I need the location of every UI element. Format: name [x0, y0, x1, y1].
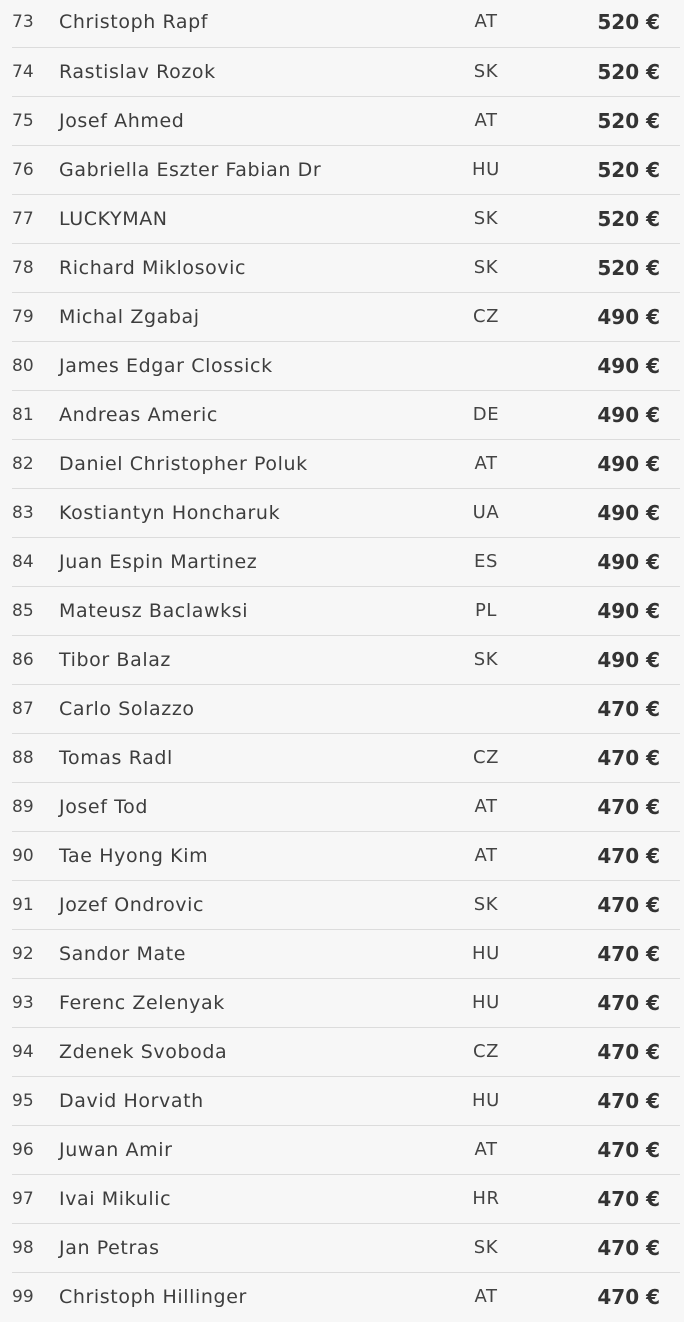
country-code-cell: ES [474, 551, 498, 572]
table-row [12, 342, 680, 391]
table-row [12, 146, 680, 195]
rank-cell: 73 [12, 12, 34, 32]
table-row [12, 97, 680, 146]
player-name-cell: Zdenek Svoboda [59, 1041, 228, 1063]
country-code-cell: AT [474, 845, 498, 866]
country-code-cell: AT [474, 796, 498, 817]
table-row [12, 391, 680, 440]
table-row [12, 832, 680, 881]
rank-cell: 99 [12, 1287, 34, 1307]
country-code-cell: AT [474, 1139, 498, 1160]
table-row [12, 636, 680, 685]
player-name-cell: Josef Ahmed [59, 110, 185, 132]
player-name-cell: LUCKYMAN [59, 208, 168, 230]
country-code-cell: SK [473, 257, 499, 278]
country-code-cell: SK [473, 894, 499, 915]
table-row [12, 685, 680, 734]
table-row [12, 587, 680, 636]
table-row [12, 244, 680, 293]
player-name-cell: Gabriella Eszter Fabian Dr [59, 159, 322, 181]
table-row [12, 1175, 680, 1224]
prize-amount-cell: 470 € [597, 795, 660, 819]
player-name-cell: Kostiantyn Honcharuk [59, 502, 281, 524]
country-code-cell: SK [473, 61, 499, 82]
table-row [12, 1224, 680, 1273]
player-name-cell: Sandor Mate [59, 943, 187, 965]
rank-cell: 79 [12, 307, 34, 327]
prize-amount-cell: 520 € [597, 10, 660, 34]
rank-cell: 84 [12, 552, 34, 572]
rank-cell: 93 [12, 993, 34, 1013]
prize-amount-cell: 490 € [597, 599, 660, 623]
prize-amount-cell: 470 € [597, 844, 660, 868]
rank-cell: 74 [12, 62, 34, 82]
table-row [12, 0, 680, 48]
country-code-cell: HU [472, 943, 500, 964]
prize-amount-cell: 470 € [597, 1138, 660, 1162]
rank-cell: 98 [12, 1238, 34, 1258]
rank-cell: 87 [12, 699, 34, 719]
rank-cell: 96 [12, 1140, 34, 1160]
player-name-cell: Mateusz Baclawksi [59, 600, 249, 622]
prize-amount-cell: 470 € [597, 893, 660, 917]
player-name-cell: Andreas Americ [59, 404, 218, 426]
player-name-cell: Juan Espin Martinez [59, 551, 258, 573]
player-name-cell: Tae Hyong Kim [59, 845, 209, 867]
player-name-cell: Josef Tod [59, 796, 149, 818]
table-row [12, 48, 680, 97]
country-code-cell: SK [473, 1237, 499, 1258]
rank-cell: 83 [12, 503, 34, 523]
player-name-cell: Ferenc Zelenyak [59, 992, 225, 1014]
rank-cell: 92 [12, 944, 34, 964]
country-code-cell [456, 685, 516, 733]
table-row [12, 1273, 680, 1322]
rank-cell: 78 [12, 258, 34, 278]
rank-cell: 94 [12, 1042, 34, 1062]
table-row [12, 195, 680, 244]
table-row [12, 930, 680, 979]
prize-amount-cell: 470 € [597, 1285, 660, 1309]
prize-amount-cell: 470 € [597, 942, 660, 966]
prize-amount-cell: 490 € [597, 354, 660, 378]
country-code-cell: CZ [472, 747, 500, 768]
player-name-cell: Ivai Mikulic [59, 1188, 172, 1210]
player-name-cell: Tomas Radl [59, 747, 173, 769]
country-code-cell: HR [472, 1188, 500, 1209]
player-name-cell: James Edgar Clossick [59, 355, 273, 377]
country-code-cell: HU [472, 159, 500, 180]
prize-amount-cell: 490 € [597, 550, 660, 574]
country-code-cell: DE [472, 404, 500, 425]
rank-cell: 95 [12, 1091, 34, 1111]
rank-cell: 82 [12, 454, 34, 474]
prize-amount-cell: 520 € [597, 207, 660, 231]
player-name-cell: Daniel Christopher Poluk [59, 453, 308, 475]
country-code-cell: AT [474, 11, 498, 32]
player-name-cell: Christoph Hillinger [59, 1286, 247, 1308]
prize-amount-cell: 520 € [597, 109, 660, 133]
rank-cell: 85 [12, 601, 34, 621]
rank-cell: 90 [12, 846, 34, 866]
country-code-cell: AT [474, 1286, 498, 1307]
prize-amount-cell: 490 € [597, 305, 660, 329]
table-row [12, 440, 680, 489]
table-row [12, 734, 680, 783]
rank-cell: 91 [12, 895, 34, 915]
table-row [12, 1126, 680, 1175]
rank-cell: 77 [12, 209, 34, 229]
player-name-cell: Carlo Solazzo [59, 698, 195, 720]
rank-cell: 89 [12, 797, 34, 817]
country-code-cell: SK [473, 208, 499, 229]
prize-amount-cell: 520 € [597, 158, 660, 182]
prize-amount-cell: 490 € [597, 501, 660, 525]
player-name-cell: Rastislav Rozok [59, 61, 216, 83]
rank-cell: 88 [12, 748, 34, 768]
table-row [12, 538, 680, 587]
rank-cell: 86 [12, 650, 34, 670]
player-name-cell: Jan Petras [59, 1237, 160, 1259]
prize-amount-cell: 490 € [597, 403, 660, 427]
country-code-cell [456, 342, 516, 390]
prize-amount-cell: 490 € [597, 648, 660, 672]
table-row [12, 881, 680, 930]
player-name-cell: Juwan Amir [59, 1139, 173, 1161]
country-code-cell: CZ [472, 1041, 500, 1062]
prize-amount-cell: 520 € [597, 60, 660, 84]
table-row [12, 489, 680, 538]
country-code-cell: AT [474, 453, 498, 474]
prize-amount-cell: 490 € [597, 452, 660, 476]
country-code-cell: AT [474, 110, 498, 131]
rank-cell: 81 [12, 405, 34, 425]
prize-amount-cell: 470 € [597, 697, 660, 721]
country-code-cell: HU [472, 1090, 500, 1111]
country-code-cell: HU [472, 992, 500, 1013]
prize-amount-cell: 470 € [597, 1187, 660, 1211]
player-name-cell: David Horvath [59, 1090, 204, 1112]
player-name-cell: Richard Miklosovic [59, 257, 247, 279]
player-name-cell: Tibor Balaz [59, 649, 172, 671]
table-row [12, 783, 680, 832]
rank-cell: 75 [12, 111, 34, 131]
prize-amount-cell: 470 € [597, 991, 660, 1015]
player-name-cell: Jozef Ondrovic [59, 894, 205, 916]
table-row [12, 293, 680, 342]
country-code-cell: PL [474, 600, 498, 621]
player-name-cell: Christoph Rapf [59, 11, 209, 33]
prize-amount-cell: 520 € [597, 256, 660, 280]
prize-amount-cell: 470 € [597, 746, 660, 770]
country-code-cell: SK [473, 649, 499, 670]
table-row [12, 1028, 680, 1077]
prize-amount-cell: 470 € [597, 1040, 660, 1064]
rank-cell: 97 [12, 1189, 34, 1209]
table-row [12, 979, 680, 1028]
prize-amount-cell: 470 € [597, 1236, 660, 1260]
table-row [12, 1077, 680, 1126]
player-name-cell: Michal Zgabaj [59, 306, 200, 328]
country-code-cell: UA [472, 502, 500, 523]
country-code-cell: CZ [472, 306, 500, 327]
prize-amount-cell: 470 € [597, 1089, 660, 1113]
rank-cell: 80 [12, 356, 34, 376]
rank-cell: 76 [12, 160, 34, 180]
